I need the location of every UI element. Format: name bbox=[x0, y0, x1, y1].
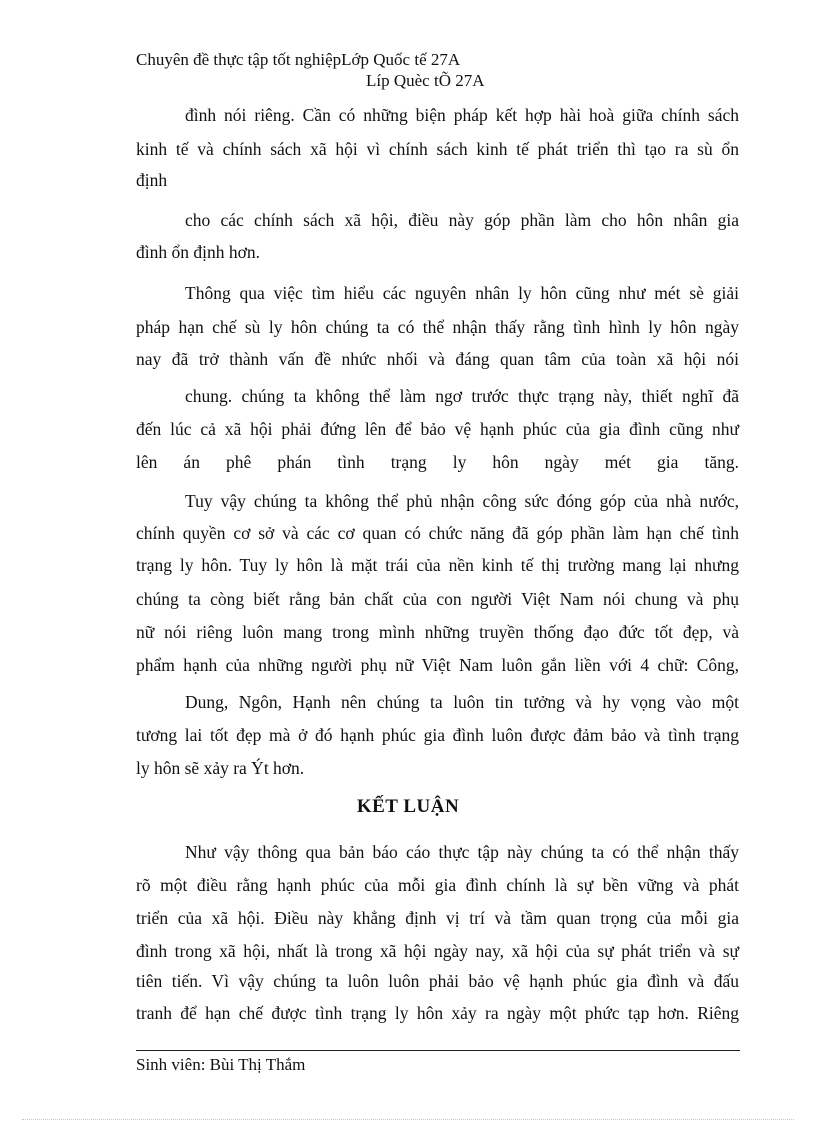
body-line: Dung, Ngôn, Hạnh nên chúng ta luôn tin tưởng và hy vọng vào một bbox=[185, 692, 739, 712]
body-line: đình ổn định hơn. bbox=[136, 242, 260, 262]
footer-student: Sinh viên: Bùi Thị Thắm bbox=[136, 1055, 306, 1074]
section-heading: KẾT LUẬN bbox=[356, 796, 460, 817]
conclusion-line: tranh để hạn chế được tình trạng ly hôn xảy ra ngày một phức tạp hơn. Riêng bbox=[136, 1003, 739, 1023]
body-line: kinh tế và chính sách xã hội vì chính sách kinh tế phát triển thì tạo ra sù ổn bbox=[136, 139, 739, 159]
body-line: ly hôn sẽ xảy ra Ýt hơn. bbox=[136, 758, 305, 778]
body-line: tương lai tốt đẹp mà ở đó hạnh phúc gia đình luôn được đảm bảo và tình trạng bbox=[136, 725, 739, 745]
body-line: Tuy vậy chúng ta không thể phủ nhận công sức đóng góp của nhà nước, bbox=[185, 491, 739, 511]
body-line: định bbox=[136, 170, 168, 190]
conclusion-line: triển của xã hội. Điều này khẳng định vị trí và tầm quan trọng của mỗi gia bbox=[136, 908, 739, 928]
header-class-garbled: Líp Quèc tÕ 27A bbox=[366, 71, 485, 90]
page-edge-dotted bbox=[22, 1119, 794, 1120]
body-line: chung. chúng ta không thể làm ngơ trước thực trạng này, thiết nghĩ đã bbox=[185, 386, 739, 406]
body-line: đình nói riêng. Cần có những biện pháp kết hợp hài hoà giữa chính sách bbox=[185, 105, 739, 125]
body-line: nay đã trở thành vấn đề nhức nhối và đáng quan tâm của toàn xã hội nói bbox=[136, 349, 739, 369]
conclusion-line: Như vậy thông qua bản báo cáo thực tập này chúng ta có thể nhận thấy bbox=[185, 842, 739, 862]
conclusion-line: rõ một điều rằng hạnh phúc của mỗi gia đình chính là sự bền vững và phát bbox=[136, 875, 739, 895]
body-line: Thông qua việc tìm hiểu các nguyên nhân ly hôn cũng như mét sè giải bbox=[185, 283, 739, 303]
footer-divider bbox=[136, 1050, 740, 1051]
header-title: Chuyên đề thực tập tốt nghiệpLớp Quốc tế 27A bbox=[136, 50, 461, 69]
body-line: cho các chính sách xã hội, điều này góp phần làm cho hôn nhân gia bbox=[185, 210, 739, 230]
body-line: lên án phê phán tình trạng ly hôn ngày mét gia tăng. bbox=[136, 452, 739, 472]
body-line: pháp hạn chế sù ly hôn chúng ta có thể nhận thấy rằng tình hình ly hôn ngày bbox=[136, 317, 739, 337]
conclusion-line: tiên tiến. Vì vậy chúng ta luôn luôn phải bảo vệ hạnh phúc gia đình và đấu bbox=[136, 971, 739, 991]
body-line: phẩm hạnh của những người phụ nữ Việt Nam luôn gắn liền với 4 chữ: Công, bbox=[136, 655, 739, 675]
conclusion-line: đình trong xã hội, nhất là trong xã hội ngày nay, xã hội của sự phát triển và sự bbox=[136, 941, 739, 961]
body-line: chúng ta còng biết rằng bản chất của con người Việt Nam nói chung và phụ bbox=[136, 589, 739, 609]
body-line: đến lúc cả xã hội phải đứng lên để bảo vệ hạnh phúc của gia đình cũng như bbox=[136, 419, 739, 439]
body-line: chính quyền cơ sở và các cơ quan có chức năng đã góp phần làm hạn chế tình bbox=[136, 523, 739, 543]
body-line: trạng ly hôn. Tuy ly hôn là mặt trái của nền kinh tế thị trường mang lại nhưng bbox=[136, 555, 739, 575]
body-line: nữ nói riêng luôn mang trong mình những truyền thống đạo đức tốt đẹp, và bbox=[136, 622, 739, 642]
